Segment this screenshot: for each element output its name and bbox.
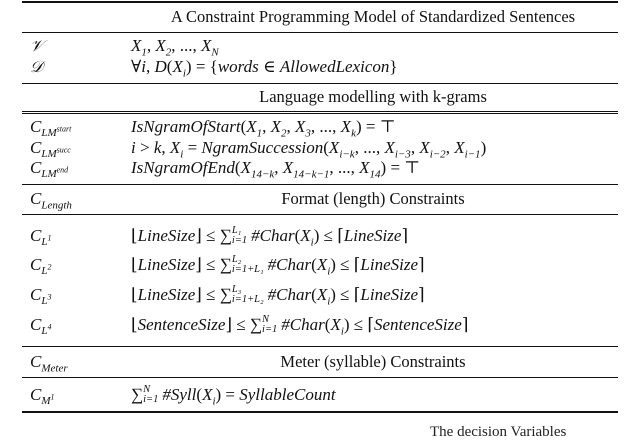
math-text: LineSize (360, 285, 418, 304)
math-text: IsNgramOfStart (131, 117, 241, 136)
math-symbol: , (445, 138, 455, 157)
math-symbol: ) = ⊤ (355, 117, 396, 136)
domain-label: 𝒟 (30, 57, 43, 76)
math-symbol: ⌊ (131, 255, 138, 274)
math-symbol: ( (324, 315, 331, 334)
math-text: AllowedLexicon (279, 57, 390, 76)
math-symbol: ) ≤ ⌈ (343, 315, 375, 334)
constraint-row (0, 226, 640, 248)
math-symbol: ) (480, 138, 487, 157)
math-symbol: , ..., (310, 117, 341, 136)
math-variable: $X_{14-k}$ (240, 158, 275, 181)
math-variable: $X_N$ (201, 36, 219, 59)
math-text: LineSize (137, 285, 196, 304)
math-symbol: , (146, 36, 156, 55)
math-text: #Char (267, 285, 312, 304)
rule (22, 83, 618, 84)
math-symbol: ⌋ ≤ (195, 285, 220, 304)
math-symbol: ) = { (185, 57, 218, 76)
constraint-row (0, 117, 640, 139)
bottom-rule (22, 411, 618, 413)
math-text: k (153, 138, 162, 157)
math-text: SentenceSize (137, 315, 226, 334)
math-variable: $X_{i-2}$ (419, 138, 446, 161)
math-text: #Char (281, 315, 325, 334)
math-symbol: ( (323, 138, 329, 157)
constraint-expr (131, 117, 396, 140)
math-symbol: ⌉ (418, 255, 425, 274)
math-text: words (217, 57, 264, 76)
constraint-expr (131, 384, 336, 408)
constraint-row (0, 385, 640, 407)
math-variable: $X_1$ (131, 36, 147, 59)
math-variable: $X_3$ (295, 117, 311, 140)
constraint-expr (131, 284, 425, 308)
meter-header-row (0, 352, 640, 374)
math-symbol: ( (240, 117, 247, 136)
section-meter: Meter (syllable) Constraints (280, 352, 466, 371)
math-symbol: , ..., (329, 158, 360, 177)
constraint-label: $C_{M^1}$ (30, 385, 55, 408)
length-header-row (0, 189, 640, 211)
math-text: #Char (267, 255, 312, 274)
math-symbol: , ..., (171, 36, 202, 55)
math-text: LineSize (360, 255, 418, 274)
constraint-row (0, 138, 640, 160)
math-text: SyllableCount (239, 385, 336, 404)
constraint-row (0, 285, 640, 307)
variables-expr (131, 36, 219, 59)
summation: ∑ L₃ i=1+L₂ (219, 284, 264, 305)
math-variable: $X_{i-3}$ (384, 138, 411, 161)
math-symbol: , (161, 138, 170, 157)
math-symbol: ⌊ (131, 226, 138, 245)
math-symbol: ( (166, 57, 173, 76)
math-symbol: ⌉ (401, 226, 409, 245)
math-text: NgramSuccession (201, 138, 324, 157)
summation: ∑ L₂ i=1+L₁ (219, 254, 264, 275)
math-symbol: ) = ⊤ (380, 158, 421, 177)
variables-label: 𝒱 (30, 36, 44, 55)
math-symbol: = (183, 138, 202, 157)
math-variable: $X_{i-1}$ (454, 138, 481, 161)
math-symbol: , (410, 138, 420, 157)
math-variable: $X_1$ (246, 117, 263, 140)
math-symbol: ( (294, 226, 301, 245)
math-text: SentenceSize (374, 315, 462, 334)
math-variable: $X_{i-k}$ (328, 138, 355, 161)
math-symbol: ⌋ ≤ (195, 226, 220, 245)
constraint-expr (131, 314, 469, 338)
domain-expr (131, 57, 398, 80)
math-symbol: ) ≤ ⌈ (330, 285, 361, 304)
summation: ∑ N i=1 (249, 314, 278, 335)
math-variable: $X_2$ (155, 36, 172, 59)
math-symbol: , (146, 57, 155, 76)
math-variable: $X_i$ (169, 138, 184, 161)
math-variable: $X_i$ (316, 255, 331, 278)
math-symbol: , (286, 117, 296, 136)
rule (22, 111, 618, 112)
math-symbol: ( (196, 385, 203, 404)
math-text: #Syll (162, 385, 197, 404)
variables-row (0, 36, 640, 58)
math-symbol: } (389, 57, 398, 76)
section-lm: Language modelling with k-grams (259, 87, 487, 106)
rule (22, 346, 618, 347)
constraint-row (0, 158, 640, 180)
domain-row (0, 57, 640, 79)
summation: ∑ N i=1 (131, 384, 159, 405)
math-symbol: ( (311, 255, 317, 274)
math-symbol: ⌉ (461, 315, 469, 334)
math-symbol: ∈ (263, 57, 280, 76)
math-text: i (141, 57, 146, 76)
rule (22, 214, 618, 215)
constraint-expr (131, 225, 409, 249)
math-text: D (154, 57, 167, 76)
math-text: LineSize (343, 226, 402, 245)
constraint-label: $C_{L^4}$ (30, 315, 52, 338)
constraint-row (0, 315, 640, 337)
constraint-label: $C_{LM^{succ}}$ (30, 138, 71, 161)
constraint-label: $C_{L^3}$ (30, 285, 52, 308)
math-variable: $X_i$ (300, 226, 314, 249)
constraint-expr (131, 158, 421, 181)
math-variable: $X_{14}$ (359, 158, 381, 181)
math-symbol: ⌋ ≤ (225, 315, 250, 334)
math-symbol: ( (234, 158, 241, 177)
top-rule (22, 1, 618, 3)
table-title: A Constraint Programming Model of Standardized Sentences (170, 7, 576, 26)
math-text: LineSize (137, 226, 196, 245)
math-symbol: , ..., (354, 138, 385, 157)
math-symbol: ( (311, 285, 317, 304)
math-symbol: ) ≤ ⌈ (313, 226, 344, 245)
summation: ∑ L₁ i=1 (219, 225, 248, 246)
math-variable: $X_i$ (202, 385, 216, 408)
math-variable: $X_i$ (172, 57, 186, 80)
length-label: $C_{Length}$ (30, 189, 72, 212)
rule (22, 113, 618, 114)
math-symbol: ⌉ (418, 285, 425, 304)
math-text: IsNgramOfEnd (131, 158, 235, 177)
math-variable: $X_i$ (316, 285, 331, 308)
math-variable: $X_i$ (330, 315, 344, 338)
math-variable: $X_{14-k-1}$ (282, 158, 330, 181)
rule (22, 32, 618, 33)
rule (22, 184, 618, 185)
rule (22, 377, 618, 378)
section-length: Format (length) Constraints (281, 189, 465, 208)
meter-label: $C_{Meter}$ (30, 352, 68, 375)
caption-fragment: The decision Variables (430, 424, 567, 440)
math-symbol: ⌋ ≤ (195, 255, 220, 274)
math-variable: $X_k$ (340, 117, 356, 140)
constraint-label: $C_{L^1}$ (30, 226, 52, 249)
math-text: LineSize (137, 255, 196, 274)
constraint-expr (131, 254, 425, 278)
math-symbol: ∀ (131, 57, 142, 76)
math-symbol: > (135, 138, 154, 157)
math-symbol: , (262, 117, 271, 136)
math-text: #Char (251, 226, 295, 245)
math-symbol: , (274, 158, 283, 177)
math-variable: $X_2$ (270, 117, 287, 140)
math-symbol: ⌊ (131, 285, 138, 304)
math-symbol: ) ≤ ⌈ (330, 255, 361, 274)
constraint-label: $C_{LM^{end}}$ (30, 158, 69, 181)
constraint-row (0, 255, 640, 277)
constraint-label: $C_{LM^{start}}$ (30, 117, 72, 140)
constraint-label: $C_{L^2}$ (30, 255, 52, 278)
math-symbol: ) = (215, 385, 240, 404)
math-symbol: ⌊ (131, 315, 138, 334)
constraint-expr (131, 138, 487, 161)
math-text: i (131, 138, 136, 157)
